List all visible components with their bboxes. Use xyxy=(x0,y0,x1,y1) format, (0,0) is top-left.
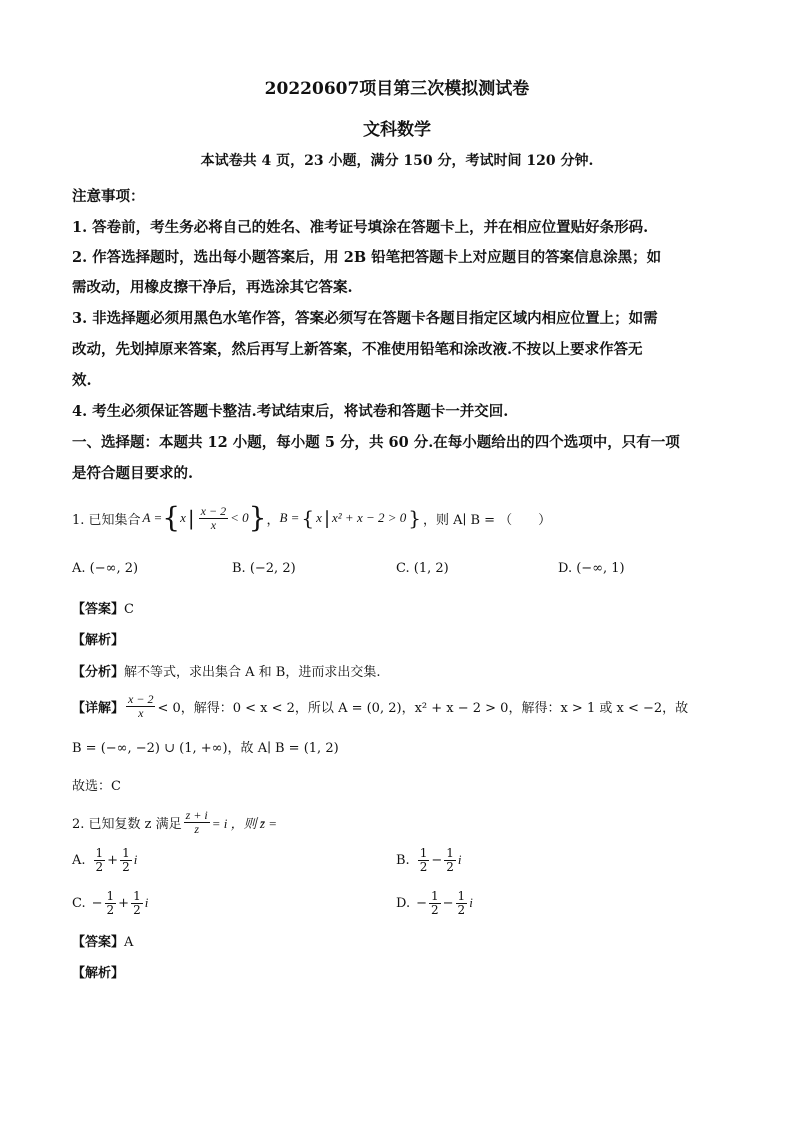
q1-sep: ， xyxy=(266,512,280,528)
q1-detail-line-1 xyxy=(72,688,688,724)
detail-text-1: < 0，解得：0 < x < 2，所以 A = (0, 2)，x² + x − 2 > 0，解得：x > 1 或 x < −2，故 xyxy=(157,700,689,716)
q1-choose: 故选：C xyxy=(72,779,121,794)
q2-fraction xyxy=(184,809,210,836)
q2-option-a xyxy=(72,842,137,878)
option-fraction xyxy=(444,847,456,874)
fenxi-label: 【分析】 xyxy=(72,665,125,680)
detail-label: 【详解】 xyxy=(72,700,125,716)
question-2 xyxy=(72,804,277,840)
imaginary-unit: i xyxy=(457,852,462,867)
fraction-numerator: 1 xyxy=(133,888,141,903)
exam-info: 本试卷共 4 页，23 小题，满分 150 分，考试时间 120 分钟. xyxy=(200,153,594,169)
q1-option-d: D. (−∞, 1) xyxy=(558,561,625,576)
divider-bar-icon: | xyxy=(187,506,195,530)
notes-heading: 注意事项： xyxy=(72,188,145,205)
note-line: 效. xyxy=(72,372,92,389)
q1-cond-2: x² + x − 2 > 0 xyxy=(332,510,407,525)
option-operator: + xyxy=(118,895,130,911)
q1-var-x: x xyxy=(180,510,186,525)
question-1 xyxy=(72,500,551,536)
divider-bar-icon: | xyxy=(323,507,331,529)
q1-option-c: C. (1, 2) xyxy=(396,561,449,576)
fraction-denominator: 2 xyxy=(122,859,130,874)
q1-analysis-label: 【解析】 xyxy=(72,633,125,648)
q1-detail-line-2: B = (−∞, −2) ∪ (1, +∞)，故 A∣ B = (1, 2) xyxy=(72,741,339,756)
option-fraction xyxy=(429,890,441,917)
q1-option-b: B. (−2, 2) xyxy=(232,561,296,576)
fraction-numerator: x − 2 xyxy=(128,691,154,706)
imaginary-unit: i xyxy=(469,895,473,910)
fraction-denominator: z xyxy=(194,821,200,836)
q2-answer xyxy=(72,931,133,950)
fraction-denominator: 2 xyxy=(419,859,428,874)
option-label: C. xyxy=(72,895,86,911)
q1-cond-1: < 0 xyxy=(230,510,249,525)
option-label: B. xyxy=(396,852,410,868)
note-line: 4. 考生必须保证答题卡整洁.考试结束后，将试卷和答题卡一并交回. xyxy=(72,403,509,420)
q1-prefix: 1. 已知集合 xyxy=(72,512,141,528)
fenxi-text: 解不等式，求出集合 A 和 B，进而求出交集. xyxy=(124,665,381,680)
fraction-numerator: 1 xyxy=(457,888,466,903)
option-sign: − xyxy=(91,895,103,911)
q1-answer xyxy=(72,598,134,617)
option-label: A. xyxy=(72,852,86,868)
brace-close-icon: } xyxy=(248,501,267,534)
fraction-numerator: 1 xyxy=(431,888,439,903)
q2-tail: = i ，则 z̄ = xyxy=(211,815,277,831)
exam-title: 20220607项目第三次模拟测试卷 xyxy=(264,79,530,99)
answer-label: 【答案】 xyxy=(72,602,125,617)
q2-option-b xyxy=(396,842,462,878)
option-operator: − xyxy=(442,895,454,911)
option-fraction xyxy=(105,890,117,917)
q2-prefix: 2. 已知复数 z 满足 xyxy=(72,816,182,832)
fraction-numerator: 1 xyxy=(106,888,115,903)
fraction-denominator: 2 xyxy=(457,902,466,917)
fraction-denominator: 2 xyxy=(431,902,439,917)
q1-fenxi xyxy=(72,661,381,680)
q1-fraction xyxy=(199,505,228,532)
q2-option-d xyxy=(396,885,473,921)
brace-open-icon: { xyxy=(162,501,181,534)
note-line: 需改动，用橡皮擦干净后，再选涂其它答案. xyxy=(72,279,353,296)
brace-open-icon: { xyxy=(301,506,315,530)
fraction-denominator: 2 xyxy=(106,902,115,917)
option-label: D. xyxy=(396,895,411,911)
q2-analysis-label: 【解析】 xyxy=(72,966,125,981)
option-fraction xyxy=(94,847,106,874)
answer-value: A xyxy=(124,935,134,950)
fraction-numerator: 1 xyxy=(446,845,454,860)
fraction-numerator: 1 xyxy=(95,845,104,860)
section-heading-cont: 是符合题目要求的. xyxy=(72,465,194,482)
answer-value: C xyxy=(124,602,134,617)
fraction-denominator: 2 xyxy=(133,902,141,917)
q1-option-a: A. (−∞, 2) xyxy=(72,561,139,576)
q2-option-c xyxy=(72,885,148,921)
option-fraction xyxy=(418,847,430,874)
option-fraction xyxy=(456,890,468,917)
q1-set-b-label: B = xyxy=(279,510,300,525)
note-line: 1. 答卷前，考生务必将自己的姓名、准考证号填涂在答题卡上，并在相应位置贴好条形码. xyxy=(72,219,649,236)
q1-var-x: x xyxy=(316,510,322,525)
fraction-denominator: 2 xyxy=(446,859,454,874)
fraction-numerator: z + i xyxy=(185,807,208,822)
exam-subtitle: 文科数学 xyxy=(363,120,431,140)
option-operator: + xyxy=(107,852,119,868)
note-line: 2. 作答选择题时，选出每小题答案后，用 2B 铅笔把答题卡上对应题目的答案信息涂黑；如 xyxy=(72,249,662,266)
note-line: 3. 非选择题必须用黑色水笔作答，答案必须写在答题卡各题目指定区域内相应位置上；如需 xyxy=(72,310,658,327)
option-operator: − xyxy=(431,852,443,868)
brace-close-icon: } xyxy=(408,506,422,530)
imaginary-unit: i xyxy=(144,895,149,910)
fraction-denominator: x xyxy=(138,705,144,720)
fraction-numerator: x − 2 xyxy=(200,503,227,518)
section-heading: 一、选择题：本题共 12 小题，每小题 5 分，共 60 分.在每小题给出的四个选项中，只有一项 xyxy=(72,434,680,451)
option-fraction xyxy=(120,847,132,874)
note-line: 改动，先划掉原来答案，然后再写上新答案，不准使用铅笔和涂改液.不按以上要求作答无 xyxy=(72,341,643,358)
q1-tail: ，则 A∣ B = （ ） xyxy=(423,512,552,528)
fraction-numerator: 1 xyxy=(122,845,130,860)
fraction-numerator: 1 xyxy=(419,845,428,860)
option-sign: − xyxy=(416,895,427,911)
q1-set-a-label: A = xyxy=(142,510,163,525)
imaginary-unit: i xyxy=(133,852,138,867)
detail-fraction xyxy=(126,693,155,720)
fraction-denominator: 2 xyxy=(95,859,104,874)
option-fraction xyxy=(131,890,143,917)
fraction-denominator: x xyxy=(210,517,217,532)
answer-label: 【答案】 xyxy=(72,935,125,950)
